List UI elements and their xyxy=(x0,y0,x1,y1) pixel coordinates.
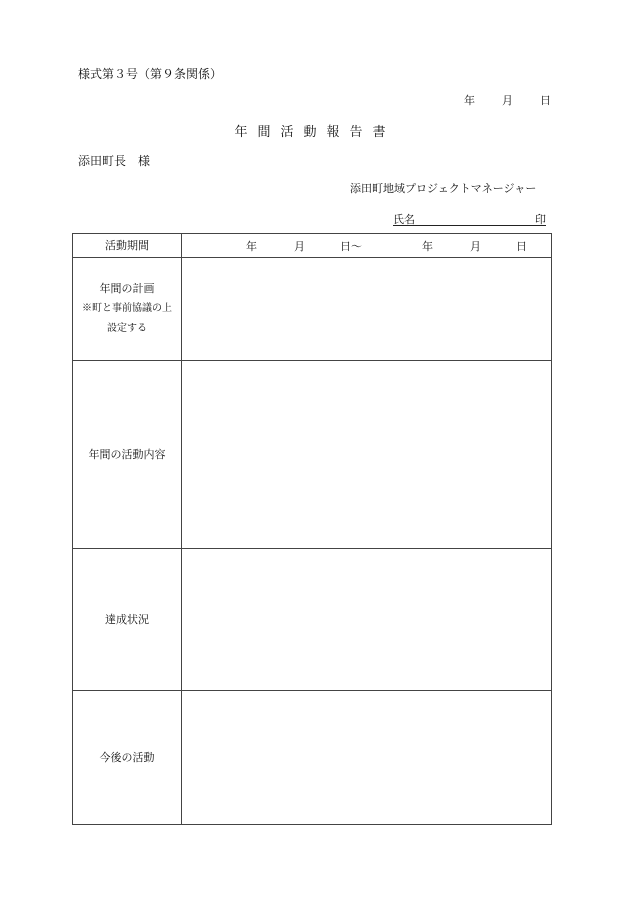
activity-field[interactable] xyxy=(182,361,552,549)
plan-field[interactable] xyxy=(182,258,552,361)
report-table xyxy=(72,233,552,825)
plan-label-cell xyxy=(73,258,182,361)
achievement-label: 達成状況 xyxy=(73,549,182,691)
page-title: 年間活動報告書 xyxy=(234,125,396,140)
achievement-row xyxy=(73,549,552,691)
document-date xyxy=(464,92,551,108)
seal-label: 印 xyxy=(535,213,546,226)
date-day: 日 xyxy=(540,94,551,107)
form-number: 様式第３号（第９条関係） xyxy=(78,67,223,81)
name-signature-field[interactable] xyxy=(393,211,546,226)
period-end-year: 年 xyxy=(422,240,433,253)
future-row xyxy=(73,691,552,825)
date-month: 月 xyxy=(502,94,513,107)
plan-note-2: 設定する xyxy=(107,323,147,334)
plan-row xyxy=(73,258,552,361)
future-field[interactable] xyxy=(182,691,552,825)
plan-note-1: ※町と事前協議の上 xyxy=(82,303,172,314)
period-label: 活動期間 xyxy=(73,234,182,258)
future-label: 今後の活動 xyxy=(73,691,182,825)
period-end-month: 月 xyxy=(470,240,481,253)
period-start-day: 日～ xyxy=(340,240,362,253)
period-start-month: 月 xyxy=(294,240,305,253)
name-label: 氏名 xyxy=(393,213,415,226)
achievement-field[interactable] xyxy=(182,549,552,691)
period-end-day: 日 xyxy=(516,240,527,253)
activity-row xyxy=(73,361,552,549)
period-field[interactable] xyxy=(182,234,552,258)
activity-label: 年間の活動内容 xyxy=(73,361,182,549)
period-start-year: 年 xyxy=(246,240,257,253)
date-year: 年 xyxy=(464,94,475,107)
plan-label: 年間の計画 xyxy=(99,282,155,295)
addressee: 添田町長 様 xyxy=(78,154,151,168)
period-row xyxy=(73,234,552,258)
sender-title: 添田町地域プロジェクトマネージャー xyxy=(350,182,537,195)
